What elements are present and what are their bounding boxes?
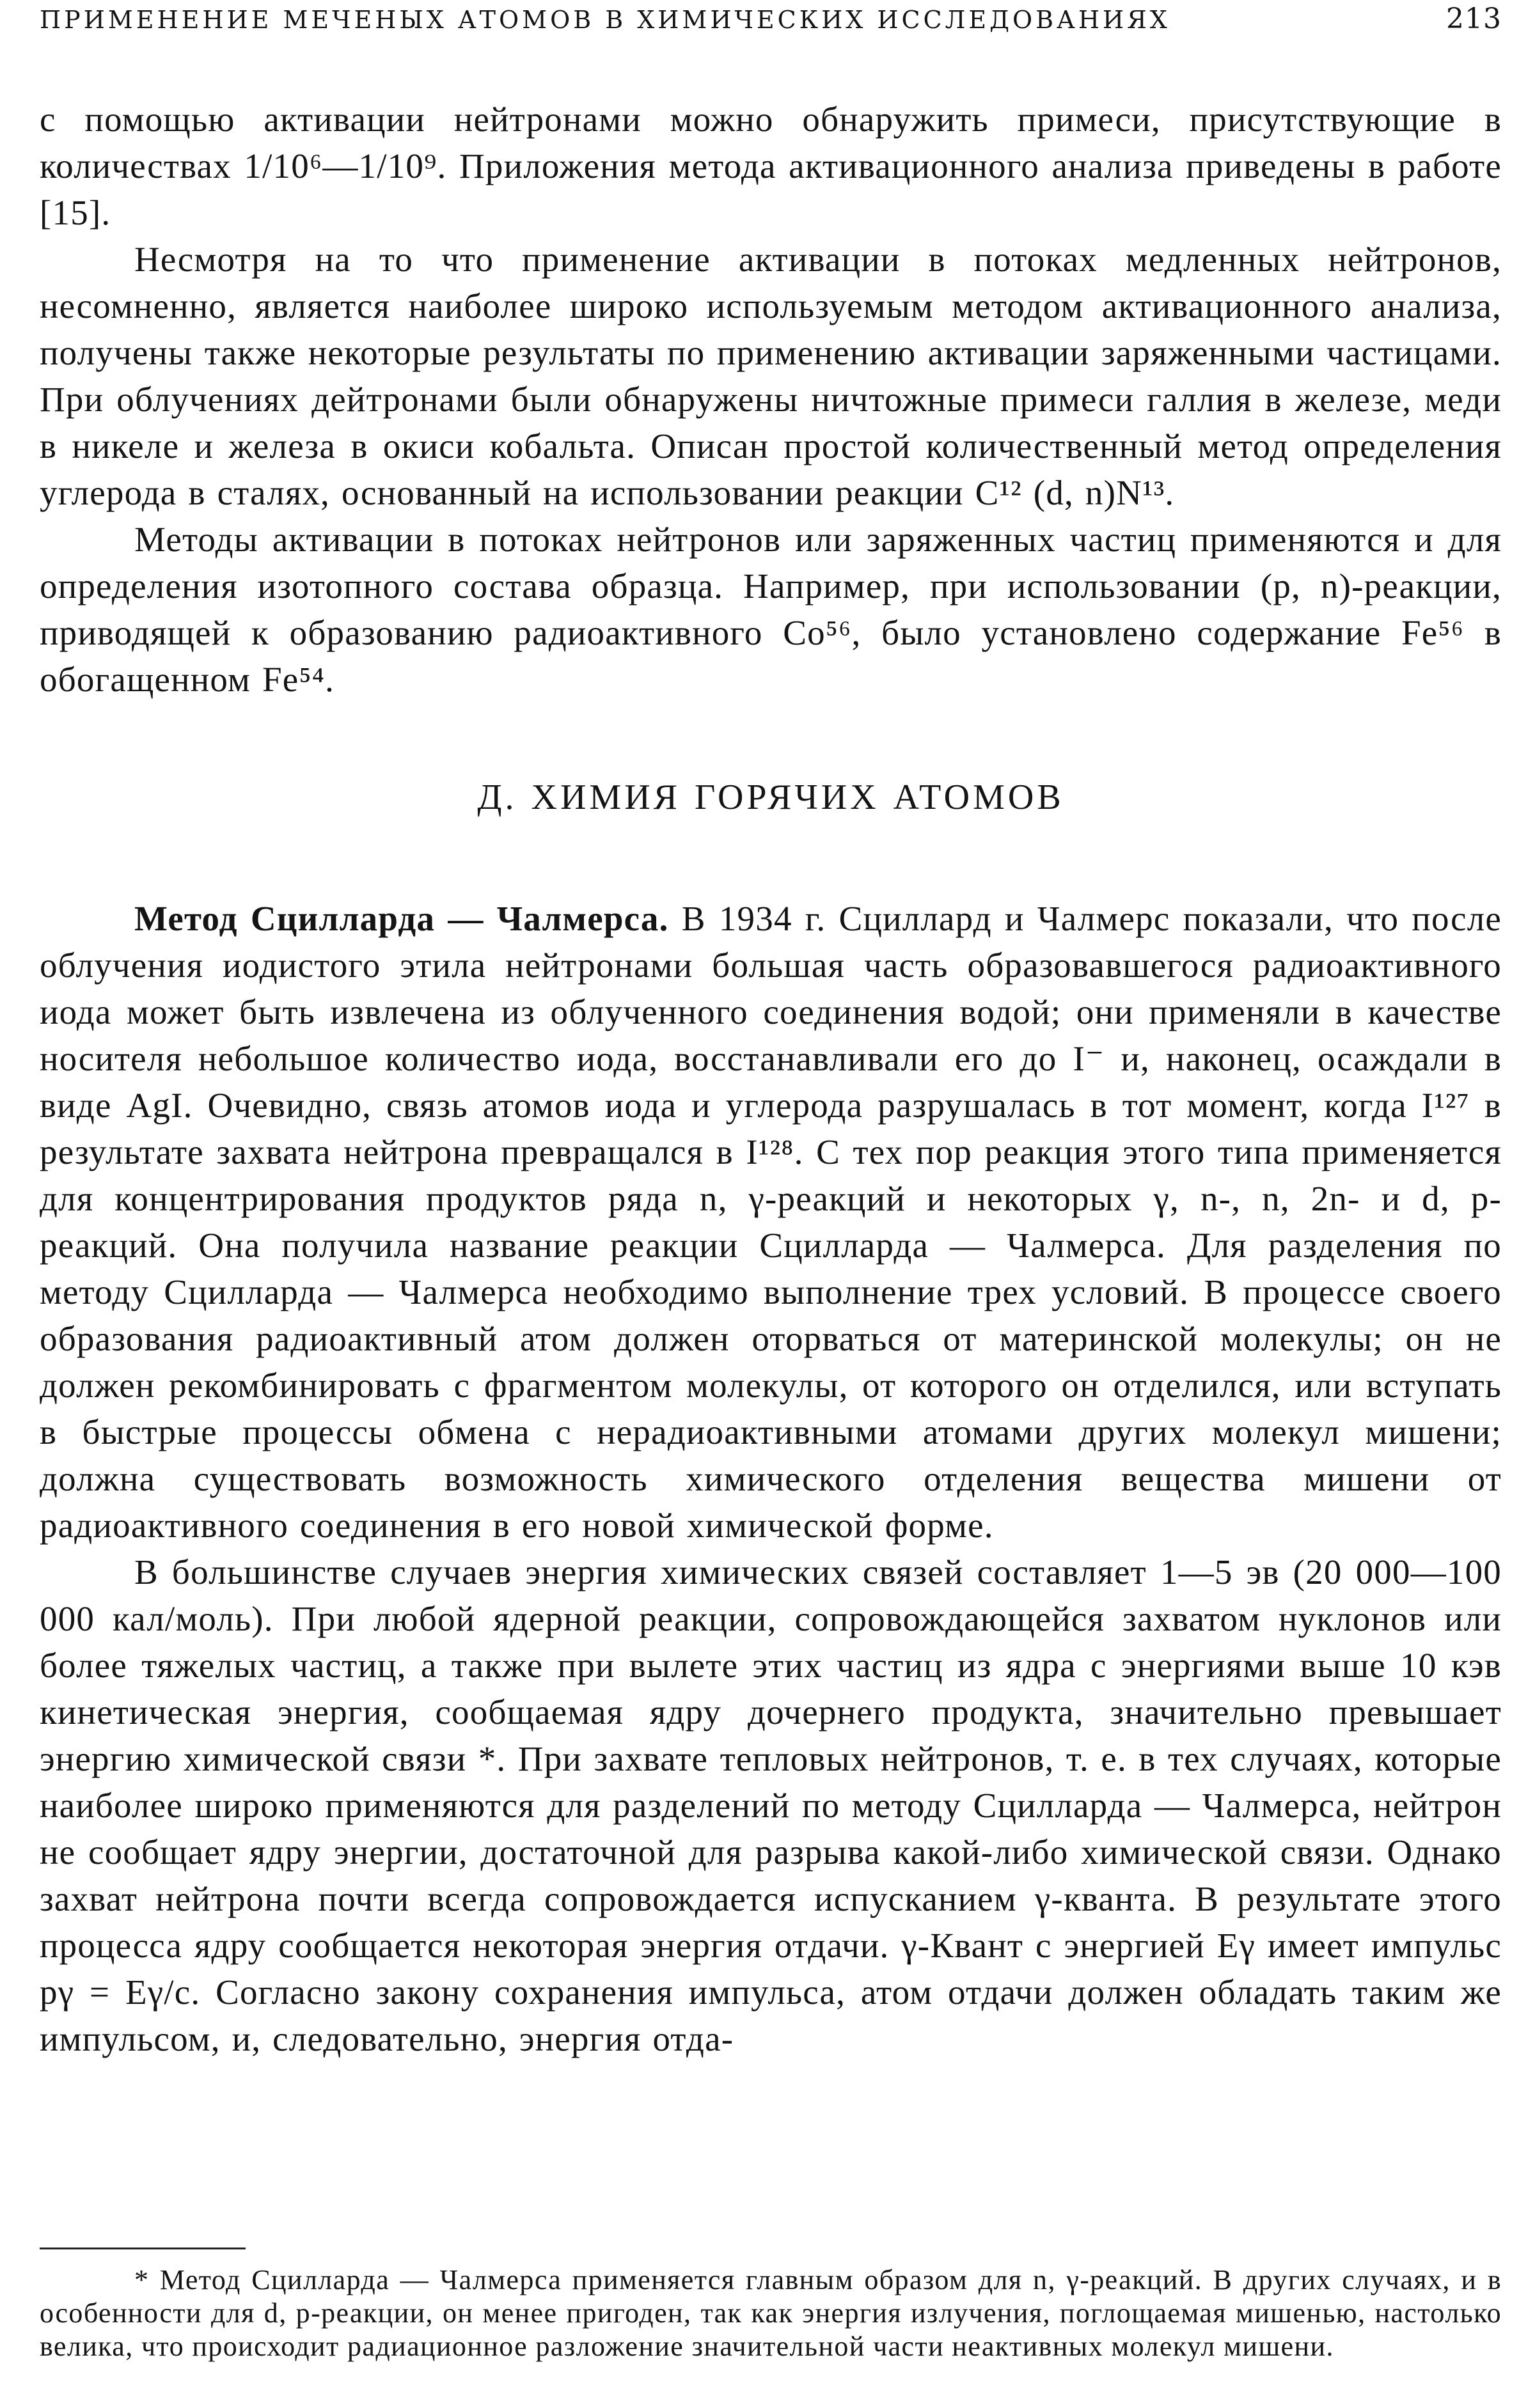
- paragraph-isotopic-composition: Методы активации в потоках нейтронов или заряженных частиц применяются и для определения изотопного состава образца. Например, при использовании (p, n)-реакции, приводящей к образованию радиоактивного Co⁵⁶, было установлено содержание Fe⁵⁶ в обогащенном Fe⁵⁴.: [40, 520, 1502, 699]
- main-text: [40, 96, 1502, 2062]
- page-number: 213: [1446, 3, 1502, 35]
- footnote: * Метод Сцилларда — Чалмерса применяется главным образом для n, γ-реакций. В других случаях, и в особенности для d, p-реакции, он менее пригоден, так как энергия излучения, поглощаемая мишенью, настолько велика, что происходит радиационное разложение значительной части неактивных молекул мишени.: [40, 2264, 1502, 2362]
- section-heading: Д. ХИМИЯ ГОРЯЧИХ АТОМОВ: [477, 778, 1064, 817]
- paragraph-szilard-chalmers: [40, 895, 1502, 1549]
- footnote-rule: [40, 2248, 246, 2249]
- paragraph-szilard-chalmers-text: В 1934 г. Сциллард и Чалмерс показали, что после облучения иодистого этила нейтронами большая часть образовавшегося радиоактивного иода может быть извлечена из облученного соединения водой; они применяли в качестве носителя небольшое количество иода, восстанавливали его до I⁻ и, наконец, осаждали в виде AgI. Очевидно, связь атомов иода и углерода разрушалась в тот момент, когда I¹²⁷ в результате захвата нейтрона превращался в I¹²⁸. С тех пор реакция этого типа применяется для концентрирования продуктов ряда n, γ-реакций и некоторых γ, n-, n, 2n- и d, p-реакций. Она получила название реакции Сцилларда — Чалмерса. Для разделения по методу Сцилларда — Чалмерса необходимо выполнение трех условий. В процессе своего образования радиоактивный атом должен оторваться от материнской молекулы; он не должен рекомбинировать с фрагментом молекулы, от которого он отделился, или вступать в быстрые процессы обмена с нерадиоактивными атомами других молекул мишени; должна существовать возможность химического отделения вещества мишени от радиоактивного соединения в его новой химической форме.: [40, 899, 1502, 1545]
- running-head: [40, 3, 1502, 41]
- running-title: ПРИМЕНЕНИЕ МЕЧЕНЫХ АТОМОВ В ХИМИЧЕСКИХ ИССЛЕДОВАНИЯХ: [40, 6, 1170, 34]
- paragraph-charged-particles: Несмотря на то что применение активации в потоках медленных нейтронов, несомненно, является наиболее широко используемым методом активационного анализа, получены также некоторые результаты по применению активации заряженными частицами. При облучениях дейтронами были обнаружены ничтожные примеси галлия в железе, меди в никеле и железа в окиси кобальта. Описан простой количественный метод определения углерода в сталях, основанный на использовании реакции C¹² (d, n)N¹³.: [40, 240, 1502, 512]
- paragraph-continued: с помощью активации нейтронами можно обнаружить примеси, присутствующие в количествах 1/10⁶—1/10⁹. Приложения метода активационного анализа приведены в работе [15].: [40, 100, 1502, 232]
- run-in-title: Метод Сцилларда — Чалмерса.: [134, 899, 669, 938]
- paragraph-recoil-energy: В большинстве случаев энергия химических связей составляет 1—5 эв (20 000—100 000 кал/моль). При любой ядерной реакции, сопровождающейся захватом нуклонов или более тяжелых частиц, а также при вылете этих частиц из ядра с энергиями выше 10 кэв кинетическая энергия, сообщаемая ядру дочернего продукта, значительно превышает энергию химической связи *. При захвате тепловых нейтронов, т. е. в тех случаях, которые наиболее широко применяются для разделений по методу Сцилларда — Чалмерса, нейтрон не сообщает ядру энергии, достаточной для разрыва какой-либо химической связи. Однако захват нейтрона почти всегда сопровождается испусканием γ-кванта. В результате этого процесса ядру сообщается некоторая энергия отдачи. γ-Квант с энергией Eγ имеет импульс pγ = Eγ/c. Согласно закону сохранения импульса, атом отдачи должен обладать таким же импульсом, и, следовательно, энергия отда-: [40, 1552, 1502, 2058]
